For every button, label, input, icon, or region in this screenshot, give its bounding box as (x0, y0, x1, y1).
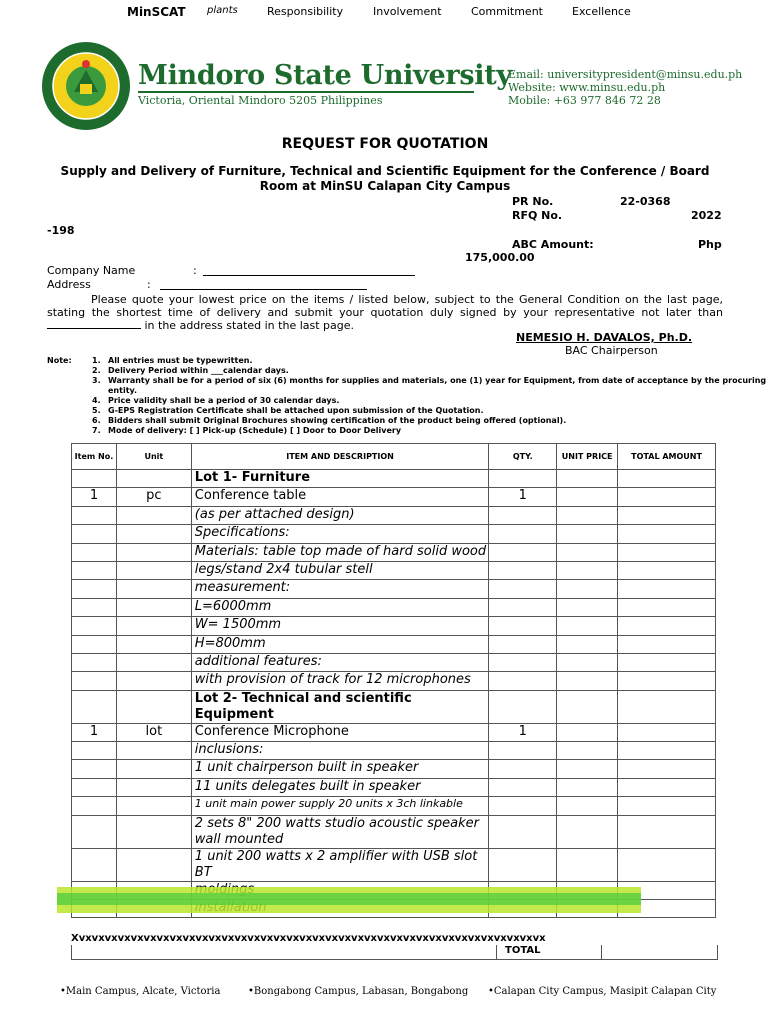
cell-unit (116, 561, 191, 579)
notes-label: Note: (47, 356, 72, 365)
abc-value: 175,000.00 (465, 251, 535, 264)
cell-qty (489, 760, 557, 778)
table-row (72, 543, 716, 561)
cell-description: L=6000mm (191, 598, 489, 616)
note-number: 3. (92, 376, 101, 385)
table-row (72, 488, 716, 506)
items-table (71, 443, 716, 918)
cell-qty: 1 (489, 723, 557, 741)
table-row (72, 561, 716, 579)
cell-total-amount[interactable] (618, 815, 716, 848)
cell-unit (116, 635, 191, 653)
cell-total-amount[interactable] (618, 760, 716, 778)
cell-total-amount[interactable] (618, 525, 716, 543)
cell-item-no (72, 506, 117, 524)
note-number: 7. (92, 426, 101, 435)
cell-total-amount[interactable] (618, 690, 716, 723)
cell-qty (489, 742, 557, 760)
instructions-paragraph (47, 293, 723, 332)
cell-description: Lot 1- Furniture (191, 470, 489, 488)
cell-item-no (72, 525, 117, 543)
cell-item-no (72, 543, 117, 561)
rfq-label: RFQ No. (512, 209, 563, 222)
cell-description: 1 unit 200 watts x 2 amplifier with USB slot BT (191, 848, 489, 881)
cell-total-amount[interactable] (618, 778, 716, 796)
notes-list (47, 356, 770, 436)
note-text: Bidders shall submit Original Brochures showing certification of the product being offered (optional). (108, 416, 567, 425)
university-name-underline (138, 91, 474, 93)
company-name-field[interactable] (203, 275, 415, 276)
cell-unit-price[interactable] (557, 797, 618, 815)
contact-email: Email: universitypresident@minsu.edu.ph (508, 68, 743, 81)
table-row (72, 690, 716, 723)
note-number: 5. (92, 406, 101, 415)
cell-description: Specifications: (191, 525, 489, 543)
table-row (72, 742, 716, 760)
cell-unit-price[interactable] (557, 723, 618, 741)
cell-description: Conference table (191, 488, 489, 506)
cell-unit-price[interactable] (557, 506, 618, 524)
cell-total-amount[interactable] (618, 617, 716, 635)
cell-total-amount[interactable] (618, 723, 716, 741)
cell-unit (116, 797, 191, 815)
cell-item-no (72, 797, 117, 815)
table-row (72, 653, 716, 671)
cell-unit (116, 470, 191, 488)
cell-description: Lot 2- Technical and scientific Equipment (191, 690, 489, 723)
table-row (72, 672, 716, 690)
cell-unit-price[interactable] (557, 580, 618, 598)
closing-x-line: Xvxvxvxvxvxvxvxvxvxvxvxvxvxvxvxvxvxvxvxvxvxvxvxvxvxvxvxvxvxvxvxvxvxvxvxvx (71, 933, 546, 944)
instructions-end: in the address stated in the last page. (144, 319, 355, 332)
cell-total-amount[interactable] (618, 672, 716, 690)
cell-unit-price[interactable] (557, 598, 618, 616)
header-unit-price: UNIT PRICE (557, 444, 618, 470)
cell-unit (116, 543, 191, 561)
cell-item-no (72, 470, 117, 488)
motto-bar (0, 4, 770, 22)
cell-total-amount[interactable] (618, 561, 716, 579)
rfq-value-cont: -198 (47, 224, 75, 237)
cell-unit-price[interactable] (557, 672, 618, 690)
cell-unit-price[interactable] (557, 617, 618, 635)
cell-unit-price[interactable] (557, 543, 618, 561)
note-number: 1. (92, 356, 101, 365)
cell-unit (116, 742, 191, 760)
cell-item-no (72, 561, 117, 579)
cell-unit-price[interactable] (557, 635, 618, 653)
table-row (72, 815, 716, 848)
table-row (72, 598, 716, 616)
cell-item-no (72, 848, 117, 881)
footer-campus-calapan: •Calapan City Campus, Masipit Calapan City (488, 986, 717, 997)
cell-unit-price[interactable] (557, 561, 618, 579)
contact-mobile: Mobile: +63 977 846 72 28 (508, 94, 661, 107)
cell-unit: pc (116, 488, 191, 506)
contact-website: Website: www.minsu.edu.ph (508, 81, 666, 94)
table-header-row (72, 444, 716, 470)
table-row (72, 848, 716, 881)
motto-word-involvement: Involvement (373, 5, 442, 18)
footer-campus-bongabong: •Bongabong Campus, Labasan, Bongabong (248, 986, 469, 997)
cell-qty (489, 617, 557, 635)
document-subtitle: Supply and Delivery of Furniture, Technical and Scientific Equipment for the Conference / Board Room at MinSU Calapan City Campus (60, 164, 710, 193)
cell-unit (116, 848, 191, 881)
cell-total-amount[interactable] (618, 543, 716, 561)
signatory-title: BAC Chairperson (565, 344, 658, 357)
cell-description: 11 units delegates built in speaker (191, 778, 489, 796)
cell-item-no: 1 (72, 723, 117, 741)
items-body (72, 470, 716, 918)
cell-unit-price[interactable] (557, 525, 618, 543)
header-unit: Unit (116, 444, 191, 470)
cell-total-amount[interactable] (618, 848, 716, 881)
university-name: Mindoro State University (138, 60, 512, 91)
cell-unit (116, 815, 191, 848)
cell-qty (489, 580, 557, 598)
notes-block (47, 356, 770, 436)
note-number: 2. (92, 366, 101, 375)
company-colon: : (193, 264, 197, 277)
cell-item-no (72, 580, 117, 598)
highlight-mark-inner (57, 893, 641, 905)
cell-total-amount[interactable] (618, 598, 716, 616)
table-row (72, 617, 716, 635)
cell-item-no (72, 760, 117, 778)
table-row (72, 797, 716, 815)
cell-total-amount[interactable] (618, 742, 716, 760)
cell-unit (116, 760, 191, 778)
cell-qty (489, 690, 557, 723)
note-number: 4. (92, 396, 101, 405)
table-row (72, 635, 716, 653)
abc-label: ABC Amount: (512, 238, 594, 251)
brand-label: MinSCAT (127, 5, 186, 19)
cell-qty (489, 543, 557, 561)
cell-unit-price[interactable] (557, 653, 618, 671)
cell-qty (489, 797, 557, 815)
table-row (72, 470, 716, 488)
cell-unit (116, 598, 191, 616)
table-row (72, 723, 716, 741)
cell-qty (489, 525, 557, 543)
table-row (72, 580, 716, 598)
footer-campus-main: •Main Campus, Alcate, Victoria (60, 986, 221, 997)
total-label: TOTAL (496, 945, 602, 959)
cell-unit-price[interactable] (557, 470, 618, 488)
cell-item-no (72, 778, 117, 796)
cell-description: inclusions: (191, 742, 489, 760)
deadline-field[interactable] (47, 319, 141, 329)
cell-description: with provision of track for 12 microphones (191, 672, 489, 690)
note-text: Mode of delivery: [ ] Pick-up (Schedule) [ ] Door to Door Delivery (108, 426, 402, 435)
cell-qty: 1 (489, 488, 557, 506)
cell-unit-price[interactable] (557, 690, 618, 723)
motto-word-responsibility: Responsibility (267, 5, 344, 18)
pr-value: 22-0368 (620, 195, 671, 208)
cell-item-no (72, 635, 117, 653)
cell-unit (116, 617, 191, 635)
cell-description: Conference Microphone (191, 723, 489, 741)
table-row (72, 778, 716, 796)
cell-total-amount[interactable] (618, 653, 716, 671)
cell-unit-price[interactable] (557, 742, 618, 760)
cell-unit (116, 525, 191, 543)
cell-item-no (72, 672, 117, 690)
cell-qty (489, 778, 557, 796)
address-field[interactable] (160, 289, 367, 290)
motto-word-commitment: Commitment (471, 5, 543, 18)
cell-qty (489, 506, 557, 524)
abc-currency: Php (698, 238, 722, 251)
cell-unit-price[interactable] (557, 488, 618, 506)
cell-unit (116, 672, 191, 690)
header-item-no: Item No. (72, 444, 117, 470)
note-item (92, 376, 770, 396)
cell-unit (116, 690, 191, 723)
cell-qty (489, 848, 557, 881)
note-text: Delivery Period within ___calendar days. (108, 366, 289, 375)
cell-item-no (72, 690, 117, 723)
note-item (92, 366, 770, 376)
motto-word-excellence: Excellence (572, 5, 631, 18)
cell-total-amount[interactable] (618, 506, 716, 524)
cell-qty (489, 815, 557, 848)
cell-total-amount[interactable] (618, 797, 716, 815)
note-item (92, 426, 770, 436)
cell-total-amount[interactable] (618, 488, 716, 506)
cell-unit (116, 778, 191, 796)
cell-unit-price[interactable] (557, 815, 618, 848)
cell-description: H=800mm (191, 635, 489, 653)
note-item (92, 396, 770, 406)
pr-label: PR No. (512, 195, 554, 208)
cell-item-no (72, 617, 117, 635)
cell-unit-price[interactable] (557, 778, 618, 796)
cell-unit-price[interactable] (557, 760, 618, 778)
cell-item-no (72, 742, 117, 760)
cell-qty (489, 598, 557, 616)
university-seal-icon (40, 40, 132, 132)
address-colon: : (147, 278, 151, 291)
header-total-amount: TOTAL AMOUNT (618, 444, 716, 470)
instructions-text: Please quote your lowest price on the items / listed below, subject to the General Condition on the last page, stating the shortest time of delivery and submit your quotation duly signed by your representative not later than (47, 293, 723, 319)
table-row (72, 506, 716, 524)
note-number: 6. (92, 416, 101, 425)
cell-unit (116, 580, 191, 598)
cell-description: 2 sets 8" 200 watts studio acoustic speaker wall mounted (191, 815, 489, 848)
cell-total-amount[interactable] (618, 635, 716, 653)
contact-block (508, 68, 742, 107)
rfq-value: 2022 (691, 209, 722, 222)
cell-item-no: 1 (72, 488, 117, 506)
address-label: Address (47, 278, 91, 291)
cell-unit: lot (116, 723, 191, 741)
cell-unit (116, 653, 191, 671)
header-description: ITEM AND DESCRIPTION (191, 444, 489, 470)
cell-unit (116, 506, 191, 524)
cell-description: (as per attached design) (191, 506, 489, 524)
cell-total-amount[interactable] (618, 470, 716, 488)
note-text: Warranty shall be for a period of six (6) months for supplies and materials, one (1) year for Equipment, from date of acceptance by the procuring entity. (108, 376, 767, 395)
signatory-name: NEMESIO H. DAVALOS, Ph.D. (516, 331, 693, 344)
table-row (72, 760, 716, 778)
cell-qty (489, 635, 557, 653)
cell-item-no (72, 815, 117, 848)
note-item (92, 416, 770, 426)
table-row (72, 525, 716, 543)
total-row (71, 945, 718, 960)
note-item (92, 406, 770, 416)
cell-description: Materials: table top made of hard solid wood (191, 543, 489, 561)
cell-total-amount[interactable] (618, 580, 716, 598)
cell-description: 1 unit chairperson built in speaker (191, 760, 489, 778)
note-item (92, 356, 770, 366)
company-name-label: Company Name (47, 264, 136, 277)
cell-description: W= 1500mm (191, 617, 489, 635)
cell-description: 1 unit main power supply 20 units x 3ch linkable (191, 797, 489, 815)
header-qty: QTY. (489, 444, 557, 470)
note-text: All entries must be typewritten. (108, 356, 253, 365)
note-text: G-EPS Registration Certificate shall be attached upon submission of the Quotation. (108, 406, 484, 415)
cell-unit-price[interactable] (557, 848, 618, 881)
cell-description: legs/stand 2x4 tubular stell (191, 561, 489, 579)
motto-word-plants: plants (207, 5, 238, 16)
document-title: REQUEST FOR QUOTATION (281, 136, 489, 152)
cell-description: additional features: (191, 653, 489, 671)
note-text: Price validity shall be a period of 30 calendar days. (108, 396, 340, 405)
cell-description: measurement: (191, 580, 489, 598)
cell-qty (489, 470, 557, 488)
cell-qty (489, 561, 557, 579)
cell-qty (489, 672, 557, 690)
cell-item-no (72, 653, 117, 671)
cell-item-no (72, 598, 117, 616)
university-address: Victoria, Oriental Mindoro 5205 Philippines (138, 94, 383, 107)
cell-qty (489, 653, 557, 671)
